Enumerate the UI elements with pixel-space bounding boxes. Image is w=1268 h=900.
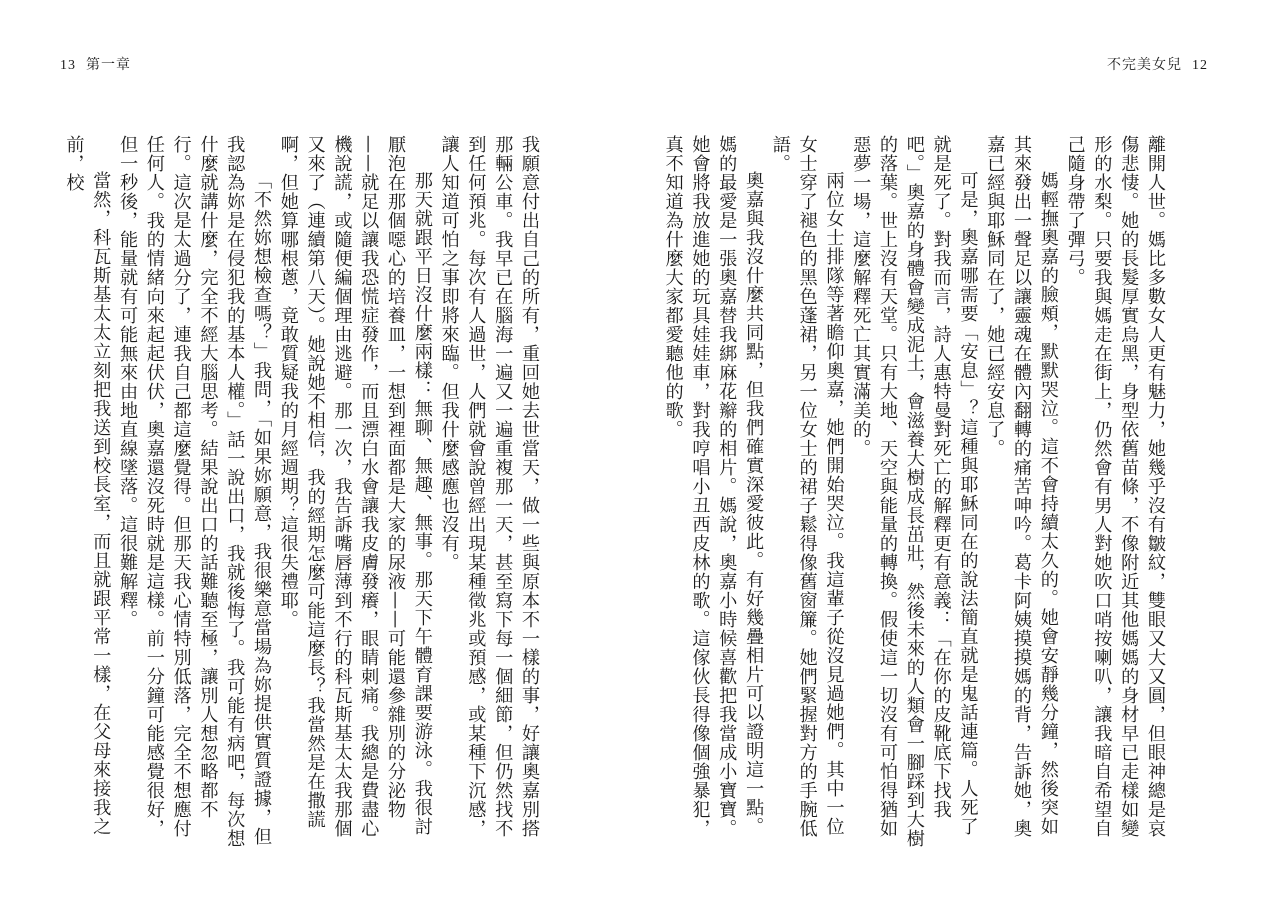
left-page-header — [60, 54, 131, 74]
paragraph: 媽輕撫奧嘉的臉頰，默默哭泣。這不會持續太久的。她會安靜幾分鐘，然後突如其來發出一聲足以讓靈魂在體內翻轉的痛苦呻吟。葛卡阿姨摸摸媽的背，告訴她，奧嘉已經與耶穌同在了，她已經安息了。 — [984, 135, 1059, 838]
paragraph: 我願意付出自己的所有，重回她去世當天，做一些與原本不一樣的事，好讓奧嘉別搭那輛公車。我早已在腦海一遍又一遍重複那一天，甚至寫下每一個細節，但仍然找不到任何預兆。每次有人過世，人們就會說曾經出現某種徵兆或預感，或某種下沉感，讓人知道可怕之事即將來臨。但我什麼感應也沒有。 — [438, 135, 540, 838]
left-page-number: 13 — [60, 58, 76, 73]
paragraph: 當然，科瓦斯基太太立刻把我送到校長室，而且就跟平常一樣，在父母來接我之前，校 — [63, 135, 112, 837]
right-page-number: 12 — [1192, 58, 1208, 73]
paragraph: 奧嘉與我沒什麼共同點，但我們確實深愛彼此。有好幾疊相片可以證明這一點。媽的最愛是一張奧嘉替我綁麻花辮的相片。媽說，奧嘉小時候喜歡把我當成小寶寶。她會將我放進她的玩具娃娃車，對我哼唱小丑西皮林的歌。這傢伙長得像個強暴犯，真不知道為什麼大家都愛聽他的歌。 — [662, 135, 765, 838]
chapter-title: 第一章 — [86, 57, 131, 73]
right-page — [634, 0, 1268, 900]
book-title: 不完美女兒 — [1107, 57, 1182, 73]
right-page-header — [1107, 54, 1208, 74]
paragraph: 可是，奧嘉哪需要「安息」？這種與耶穌同在的說法簡直就是鬼話連篇。人死了就是死了。對我而言，詩人惠特曼對死亡的解釋更有意義：「在你的皮靴底下找我吧。」奧嘉的身體會變成泥土，會滋養大樹成長茁壯，然後未來的人類會一腳踩到大樹的落葉。世上沒有天堂。只有大地、天空與能量的轉換。假使這一切沒有可怕得猶如惡夢一場，這麼解釋死亡其實滿美的。 — [850, 135, 979, 848]
right-page-body — [662, 135, 1168, 855]
paragraph: 「不然妳想檢查嗎？」我問，「如果妳願意，我很樂意當場為妳提供實質證據，但我認為妳是在侵犯我的基本人權。」話一說出口，我就後悔了。我可能有病吧，每次想什麼就講什麼，完全不經大腦思考。結果說出口的話難聽至極，讓別人想忽略都不行。這次是太過分了，連我自己都這麼覺得。但那天我心情特別低落，完全不想應付任何人。我的情緒向來起起伏伏，奧嘉還沒死時就是這樣。前一分鐘可能感覺很好，但一秒後，能量就有可能無來由地直線墜落。這很難解釋。 — [117, 135, 273, 848]
paragraph: 離開人世。媽比多數女人更有魅力，她幾乎沒有皺紋，雙眼又大又圓，但眼神總是哀傷悲悽。她的長髮厚實烏黑，身型依舊苗條，不像附近其他媽媽的身材早已走樣如變形的水梨。只要我與媽走在街上，仍然會有男人對她吹口哨按喇叭，讓我暗自希望自己隨身帶了彈弓。 — [1064, 135, 1166, 838]
paragraph: 那天就跟平日沒什麼兩樣：無聊、無趣、無事。那天下午體育課要游泳。我很討厭泡在那個噁心的培養皿，一想到裡面都是大家的尿液——可能還參雜別的分泌物——就足以讓我恐慌症發作，而且漂白水會讓我皮膚發癢，眼睛刺痛。我總是費盡心機說謊，或隨便編個理由逃避。那一次，我告訴嘴唇薄到不行的科瓦斯基太太我那個又來了（連續第八天）。她說她不相信，我的經期怎麼可能這麼長？我當然是在撒謊啊，但她算哪根蔥，竟敢質疑我的月經週期？這很失禮耶。 — [277, 135, 433, 838]
paragraph: 兩位女士排隊等著瞻仰奧嘉，她們開始哭泣。我這輩子從沒見過她們。其中一位女士穿了褪色的黑色蓬裙，另一位女士的裙子鬆得像舊窗簾。她們緊握對方的手腕低語。 — [769, 135, 845, 838]
left-page-body — [63, 135, 542, 855]
